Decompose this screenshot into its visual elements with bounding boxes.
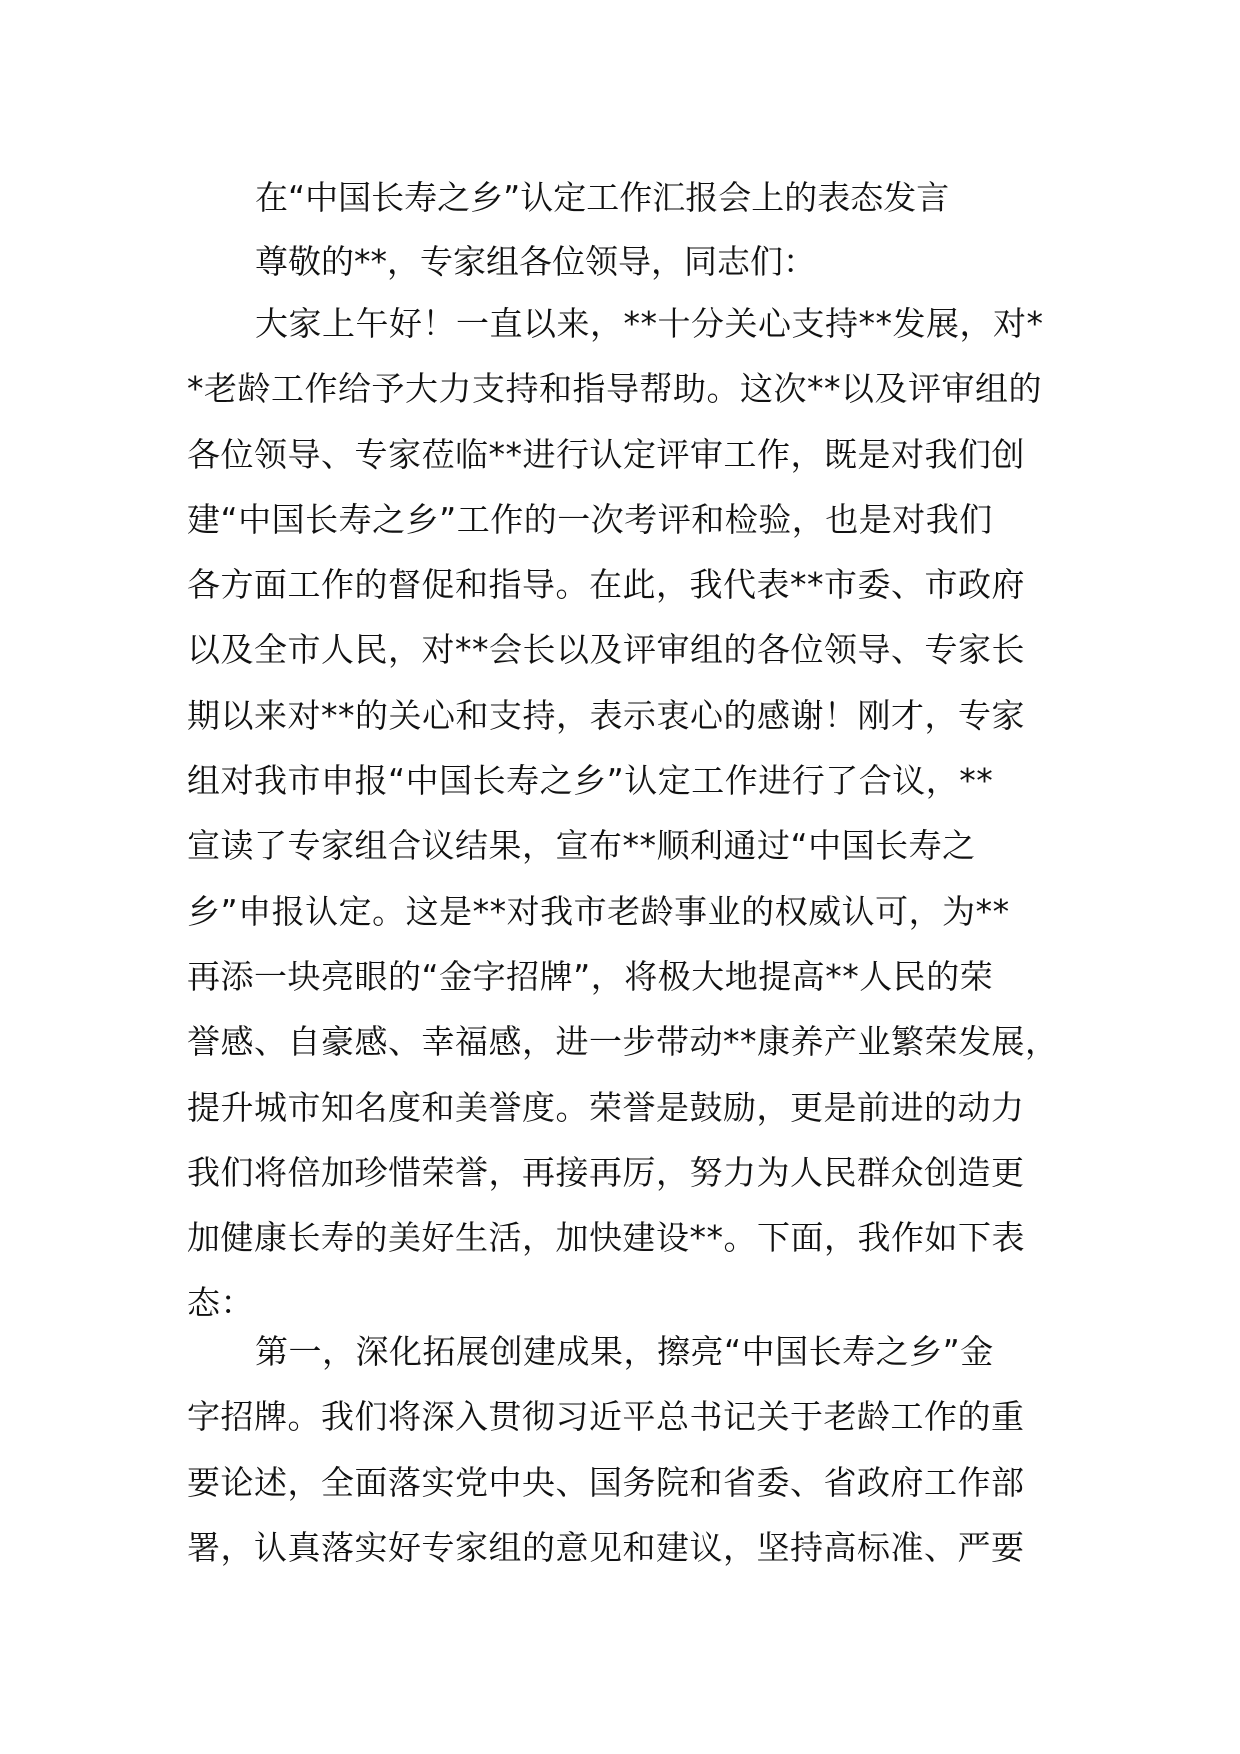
text-line: 我们将倍加珍惜荣誉，再接再厉，努力为人民群众创造更 <box>187 1152 1025 1192</box>
text-line: 期以来对**的关心和支持，表示衷心的感谢！刚才，专家 <box>187 695 1025 735</box>
text-line: 大家上午好！一直以来，**十分关心支持**发展，对* <box>255 304 1044 343</box>
text-line: 誉感、自豪感、幸福感，进一步带动**康养产业繁荣发展， <box>187 1022 1059 1062</box>
text-line: 以及全市人民，对**会长以及评审组的各位领导、专家长 <box>187 630 1025 670</box>
text-line: 要论述，全面落实党中央、国务院和省委、省政府工作部 <box>187 1462 1025 1502</box>
text-line: 字招牌。我们将深入贯彻习近平总书记关于老龄工作的重 <box>187 1397 1025 1437</box>
salutation: 尊敬的**，专家组各位领导，同志们： <box>255 242 816 281</box>
text-line: 组对我市申报“中国长寿之乡”认定工作进行了合议，** <box>187 761 994 801</box>
text-line: 各位领导、专家莅临**进行认定评审工作，既是对我们创 <box>187 434 1025 474</box>
text-line: 乡”申报认定。这是**对我市老龄事业的权威认可，为** <box>187 891 1010 931</box>
text-line: 建“中国长寿之乡”工作的一次考评和检验，也是对我们 <box>187 499 993 539</box>
text-line: 各方面工作的督促和指导。在此，我代表**市委、市政府 <box>187 565 1025 605</box>
paragraph-opening <box>187 291 1057 1336</box>
paragraph-first-point <box>187 1319 1057 1580</box>
text-line: 再添一块亮眼的“金字招牌”，将极大地提高**人民的荣 <box>187 956 994 996</box>
text-line: 第一，深化拓展创建成果，擦亮“中国长寿之乡”金 <box>255 1332 994 1371</box>
text-line: 提升城市知名度和美誉度。荣誉是鼓励，更是前进的动力 <box>187 1087 1025 1127</box>
text-line: 态： <box>187 1283 254 1323</box>
document-title: 在“中国长寿之乡”认定工作汇报会上的表态发言 <box>255 178 950 217</box>
text-line: 宣读了专家组合议结果，宣布**顺利通过“中国长寿之 <box>187 826 976 866</box>
text-line: *老龄工作给予大力支持和指导帮助。这次**以及评审组的 <box>187 369 1042 409</box>
text-line: 署，认真落实好专家组的意见和建议，坚持高标准、严要 <box>187 1527 1025 1567</box>
text-line: 加健康长寿的美好生活，加快建设**。下面，我作如下表 <box>187 1218 1025 1258</box>
